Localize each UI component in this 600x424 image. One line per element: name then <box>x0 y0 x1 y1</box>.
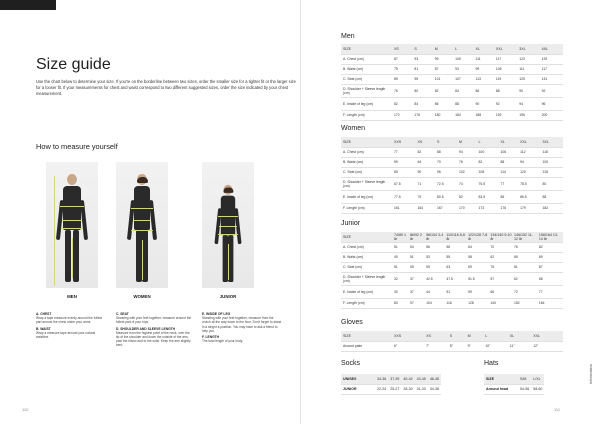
table-cell: 192 <box>495 110 518 120</box>
table-cell: 128 <box>467 298 489 308</box>
table-row <box>341 190 563 203</box>
table-cell: 43-45 <box>415 374 428 384</box>
table-cell: 62 <box>489 252 513 262</box>
table-cell: 80 <box>393 298 409 308</box>
table-cell: 88 <box>495 84 518 97</box>
table-cell: 113 <box>475 74 495 84</box>
row-label: D. Shoulder + Sleeve length (cm) <box>341 84 393 97</box>
note-text: Wrap a measure tape around your natural waistline. <box>36 330 96 340</box>
table-cell: 117 <box>495 54 518 64</box>
table-cell: 77 <box>393 147 416 157</box>
table-row <box>341 167 563 177</box>
table-cell: 87 <box>538 262 563 272</box>
table-row <box>341 97 563 110</box>
page-title: Size guide <box>36 56 111 73</box>
table-cell: 111 <box>475 54 495 64</box>
note-text: Wrap a tape measure evenly around the fullest part around the chest under your arms. <box>36 316 103 325</box>
table-cell: 176 <box>413 110 433 120</box>
table-cell: 99 <box>475 64 495 74</box>
header-cell: 3XL <box>518 44 540 54</box>
table-cell: 80 <box>413 84 433 97</box>
row-label: E. Inside of leg (cm) <box>341 190 393 203</box>
header-cell: S <box>413 44 433 54</box>
header-cell: XXS <box>393 137 416 147</box>
table-cell: 54 <box>409 242 425 252</box>
table-cell: 90 <box>518 84 540 97</box>
table-cell: 70 <box>436 157 458 167</box>
row-label: E. Inside of leg (cm) <box>341 285 393 298</box>
table-cell: 92 <box>541 84 563 97</box>
table-cell: 117 <box>541 64 563 74</box>
table-row <box>341 285 563 298</box>
table-cell: 81 <box>413 64 433 74</box>
row-label: C. Seat (cm) <box>341 167 393 177</box>
table-row <box>341 384 441 394</box>
table-cell: 75 <box>489 262 513 272</box>
row-label: E. Inside of leg (cm) <box>341 97 393 110</box>
table-cell: 37 <box>409 272 425 285</box>
table-row <box>341 341 563 351</box>
table-cell: 28-30 <box>401 384 414 394</box>
table-cell: 44 <box>425 285 445 298</box>
table-cell: 86 <box>434 97 454 110</box>
table-cell: 32 <box>393 272 409 285</box>
table-cell: 164 <box>416 203 436 213</box>
table-cell: 55 <box>409 262 425 272</box>
row-label: C. Seat (cm) <box>341 262 393 272</box>
row-label: Around head <box>484 384 518 394</box>
header-cell: XXL <box>519 137 541 147</box>
hats-heading: Hats <box>484 360 499 367</box>
table-cell: 100 <box>478 147 500 157</box>
table-header-row <box>341 44 563 54</box>
table-cell: 74 <box>458 177 478 190</box>
table-cell: 58 <box>445 242 467 252</box>
table-cell: 125 <box>518 74 540 84</box>
breadcrumb-section: Information <box>5 10 25 14</box>
table-cell: 79 <box>416 190 436 203</box>
table-cell: 81 <box>513 262 538 272</box>
side-tab-label: Information <box>588 363 593 384</box>
table-cell: 173 <box>478 203 500 213</box>
table-cell: 55 <box>445 252 467 262</box>
table-row <box>341 157 563 167</box>
header-cell: S/M <box>518 374 531 384</box>
table-cell: 108 <box>478 167 500 177</box>
table-cell: 102 <box>458 167 478 177</box>
row-label: Around palm <box>341 341 393 351</box>
men-heading: Men <box>341 33 355 40</box>
table-cell: 54-56 <box>518 384 531 394</box>
table-cell: 86 <box>475 84 495 97</box>
table-cell: 172 <box>393 110 413 120</box>
header-cell: S <box>449 331 467 341</box>
table-cell: 37-39 <box>388 374 401 384</box>
table-row <box>341 74 563 84</box>
table-cell: 83.5 <box>478 190 500 203</box>
table-cell: 140 <box>489 298 513 308</box>
table-cell: 95 <box>413 74 433 84</box>
header-cell: 146/152 11-12 år <box>513 232 538 242</box>
header-cell: L <box>454 44 474 54</box>
table-row <box>341 272 563 285</box>
table-cell: 120 <box>519 167 541 177</box>
table-cell: 119 <box>495 74 518 84</box>
header-cell: M <box>467 331 485 341</box>
table-cell: 116 <box>445 298 467 308</box>
table-cell: 96 <box>541 97 563 110</box>
table-cell: 87 <box>393 54 413 64</box>
table-cell: 64 <box>416 157 436 167</box>
table-row <box>341 110 563 120</box>
table-row <box>341 242 563 252</box>
men-measure-photo <box>46 162 98 288</box>
table-row <box>341 203 563 213</box>
table-cell: 11" <box>509 341 533 351</box>
table-cell: 111 <box>518 64 540 74</box>
table-cell: 107 <box>454 74 474 84</box>
header-cell: 158/164 13-14 år <box>538 232 563 242</box>
table-row <box>341 298 563 308</box>
table-cell: 188 <box>475 110 495 120</box>
table-cell: 69 <box>467 262 489 272</box>
table-cell: 88 <box>454 97 474 110</box>
table-cell: 118 <box>542 147 564 157</box>
table-cell: 68 <box>538 272 563 285</box>
table-cell: 131 <box>541 74 563 84</box>
table-cell: 34-36 <box>375 374 388 384</box>
header-cell: SIZE <box>341 44 393 54</box>
table-cell: 100 <box>542 157 564 167</box>
table-cell: 10" <box>484 341 508 351</box>
table-cell: 87 <box>434 64 454 74</box>
header-cell: M <box>434 44 454 54</box>
header-cell: XXS <box>393 331 425 341</box>
table-row <box>341 374 441 384</box>
table-cell: 80 <box>542 177 564 190</box>
row-label: B. Waist (cm) <box>341 157 393 167</box>
table-header-row <box>341 331 563 341</box>
header-cell: 110/116 5-6 år <box>445 232 467 242</box>
header-cell: S <box>436 137 458 147</box>
table-cell: 152 <box>513 298 538 308</box>
women-size-table <box>341 137 563 214</box>
socks-heading: Socks <box>341 360 361 367</box>
header-cell: XS <box>393 44 413 54</box>
table-cell: 40-42 <box>401 374 414 384</box>
hats-size-table <box>484 374 544 395</box>
table-row <box>341 84 563 97</box>
table-cell: 104 <box>425 298 445 308</box>
table-cell: 76 <box>393 84 413 97</box>
table-cell: 59 <box>425 262 445 272</box>
table-cell: 179 <box>519 203 541 213</box>
table-cell: 84 <box>413 97 433 110</box>
row-label: JUNIOR <box>341 384 375 394</box>
header-cell: SIZE <box>341 137 393 147</box>
table-cell: 77 <box>500 177 520 190</box>
header-cell: 122/128 7-8 år <box>467 232 489 242</box>
how-to-heading: How to measure yourself <box>36 142 118 151</box>
table-cell: 96 <box>436 167 458 177</box>
note-heading: D. SHOULDER AND SLEEVE LENGTH <box>116 326 176 331</box>
row-label: B. Waist (cm) <box>341 252 393 262</box>
table-row <box>341 54 563 64</box>
row-label: A. Chest (cm) <box>341 242 393 252</box>
caption-men: MEN <box>67 294 77 299</box>
table-cell: 42.5 <box>425 272 445 285</box>
table-cell: 76 <box>458 157 478 167</box>
table-cell: 180 <box>434 110 454 120</box>
table-cell: 78.5 <box>519 177 541 190</box>
table-row <box>484 384 544 394</box>
note-text: The total length of your body. <box>202 339 244 344</box>
table-cell: 56 <box>425 242 445 252</box>
table-cell: 62 <box>513 272 538 285</box>
table-cell: 30 <box>393 285 409 298</box>
table-cell: 72.5 <box>436 177 458 190</box>
notes-col-2 <box>116 310 192 348</box>
table-cell: 88 <box>542 190 564 203</box>
table-cell: 7" <box>425 341 449 351</box>
socks-size-table <box>341 374 441 395</box>
table-cell: 88 <box>500 157 520 167</box>
header-cell: XL <box>509 331 533 341</box>
note-text: Standing with your feet together, measure around the fullest part of your hips. <box>116 316 192 325</box>
table-cell: 82 <box>478 157 500 167</box>
row-label: F. Length (cm) <box>341 203 393 213</box>
table-cell: 90 <box>416 167 436 177</box>
table-cell: 25-27 <box>388 384 401 394</box>
breadcrumb <box>0 0 56 14</box>
junior-measure-photo <box>202 162 254 288</box>
table-cell: 77 <box>538 285 563 298</box>
header-cell: XS <box>416 137 436 147</box>
table-cell: 58-60 <box>531 384 544 394</box>
caption-junior: JUNIOR <box>219 294 237 299</box>
table-cell: 167 <box>436 203 458 213</box>
table-cell: 85 <box>393 167 416 177</box>
table-cell: 64 <box>467 242 489 252</box>
header-cell: 3XL <box>542 137 564 147</box>
table-cell: 51 <box>409 252 425 262</box>
women-measure-photo <box>116 162 168 288</box>
header-cell: SIZE <box>341 331 393 341</box>
note-text: Standing with your feet together, measure from the crotch all the way down to the floor. Don't forget to stand in a stright a position. You may have to ask a friend to help you. <box>202 316 282 333</box>
row-label: C. Seat (cm) <box>341 74 393 84</box>
table-cell: 170 <box>458 203 478 213</box>
table-header-row <box>341 137 563 147</box>
table-cell: 34-36 <box>428 384 441 394</box>
table-cell: 71 <box>416 177 436 190</box>
page-divider <box>300 0 301 424</box>
table-cell: 37 <box>409 285 425 298</box>
row-label: B. Waist (cm) <box>341 64 393 74</box>
women-heading: Women <box>341 125 365 132</box>
table-header-row <box>484 374 544 384</box>
table-cell: 31-33 <box>415 384 428 394</box>
notes-col-1 <box>36 310 104 339</box>
header-cell: 134/140 9-10 år <box>490 232 512 241</box>
table-cell: 8" <box>449 341 467 351</box>
header-cell: 86/92 2 år <box>409 232 425 242</box>
row-label: UNISEX <box>341 374 375 384</box>
table-cell: 93 <box>413 54 433 64</box>
table-row <box>341 64 563 74</box>
table-cell: 129 <box>541 54 563 64</box>
table-cell: 67.5 <box>393 177 416 190</box>
table-row <box>341 177 563 190</box>
table-cell: 112 <box>519 147 541 157</box>
note-text: Measure from the highest point of the neck, over the tip of the shoulder and down the outside of the arm, past the elbow and to the wrist. Keep the arm slightly bent. <box>116 330 191 348</box>
table-cell: 59 <box>393 157 416 167</box>
header-cell: L <box>484 331 508 341</box>
table-cell: 97 <box>409 298 425 308</box>
table-cell: 105 <box>454 54 474 64</box>
table-cell: 196 <box>518 110 540 120</box>
table-cell: 89 <box>393 74 413 84</box>
note-heading: A. CHEST <box>36 312 52 316</box>
table-cell: 49 <box>393 252 409 262</box>
gloves-heading: Gloves <box>341 319 363 326</box>
note-heading: B. WAIST <box>36 326 51 331</box>
row-label: D. Shoulder + Sleeve length (cm) <box>341 272 393 285</box>
table-cell: 85 <box>500 190 520 203</box>
table-cell: 51 <box>393 242 409 252</box>
table-cell: 82 <box>458 190 478 203</box>
table-cell: 9" <box>467 341 485 351</box>
page-number-right: 111 <box>554 407 561 412</box>
table-cell: 82 <box>393 97 413 110</box>
header-cell: XL <box>475 44 495 54</box>
table-cell: 70 <box>489 242 513 252</box>
table-cell: 51 <box>445 285 467 298</box>
table-cell: 51 <box>393 262 409 272</box>
table-cell: 58 <box>467 252 489 262</box>
table-cell: 176 <box>500 203 520 213</box>
row-label: F. Length (cm) <box>341 110 393 120</box>
table-cell: 82 <box>434 84 454 97</box>
table-cell: 99 <box>434 54 454 64</box>
junior-heading: Junior <box>341 220 361 227</box>
junior-size-table <box>341 232 563 309</box>
table-cell: 184 <box>454 110 474 120</box>
header-cell: 98/104 3-4 år <box>425 232 445 242</box>
table-cell: 69 <box>538 252 563 262</box>
row-label: F. Length (cm) <box>341 298 393 308</box>
header-cell: SIZE <box>484 374 518 384</box>
table-cell: 94 <box>519 157 541 167</box>
table-cell: 92 <box>495 97 518 110</box>
header-cell: XXL <box>532 331 563 341</box>
table-cell: 106 <box>500 147 520 157</box>
men-size-table <box>341 44 563 121</box>
table-cell: 76 <box>513 242 538 252</box>
table-cell: 123 <box>518 54 540 64</box>
header-cell: 4XL <box>541 44 563 54</box>
intro-text: Use the chart below to determine your size. If you're on the borderline between two sizes, order the smaller size for a tighter fit or the larger size for a looser fit. If your measurements for chest and waist correspond to two different suggested sizes, order the size indicated by your chest measurement. <box>36 79 296 97</box>
table-cell: 84 <box>454 84 474 97</box>
table-cell: 51.5 <box>467 272 489 285</box>
table-row <box>341 252 563 262</box>
note-heading: F. LENGTH <box>202 335 220 340</box>
table-cell: 90 <box>475 97 495 110</box>
header-cell: L/XL <box>531 374 544 384</box>
table-cell: 57 <box>489 272 513 285</box>
table-cell: 66 <box>489 285 513 298</box>
table-cell: 75 <box>393 64 413 74</box>
header-cell: M <box>458 137 478 147</box>
table-cell: 80.5 <box>436 190 458 203</box>
header-cell: L <box>478 137 500 147</box>
table-row <box>341 262 563 272</box>
table-cell: 101 <box>434 74 454 84</box>
table-cell: 114 <box>500 167 520 177</box>
table-cell: 94 <box>458 147 478 157</box>
table-cell: 6" <box>393 341 425 351</box>
header-cell: XL <box>500 137 520 147</box>
table-cell: 200 <box>541 110 563 120</box>
caption-women: WOMEN <box>133 294 151 299</box>
note-heading: C. SEAT <box>116 312 129 316</box>
table-cell: 86.5 <box>519 190 541 203</box>
header-cell: 74/80 1 år <box>393 232 409 242</box>
table-cell: 63 <box>445 262 467 272</box>
gloves-size-table <box>341 331 563 352</box>
row-label: A. Chest (cm) <box>341 147 393 157</box>
table-cell: 72 <box>513 285 538 298</box>
table-cell: 77.5 <box>393 190 416 203</box>
table-cell: 47.5 <box>445 272 467 285</box>
table-cell: 46-48 <box>428 374 441 384</box>
row-label: A. Chest (cm) <box>341 54 393 64</box>
table-cell: 82 <box>416 147 436 157</box>
breadcrumb-sub: | SIZE GUIDE <box>25 10 54 14</box>
page-number-left: 110 <box>22 407 29 412</box>
header-cell: SIZE <box>341 232 393 242</box>
table-cell: 126 <box>542 167 564 177</box>
table-cell: 82 <box>538 242 563 252</box>
table-cell: 105 <box>495 64 518 74</box>
table-header-row <box>341 232 563 242</box>
table-cell: 161 <box>393 203 416 213</box>
table-cell: 75.5 <box>478 177 500 190</box>
table-cell: 12" <box>532 341 563 351</box>
note-heading: E. INSIDE OF LEG <box>202 312 231 316</box>
table-cell: 88 <box>436 147 458 157</box>
table-row <box>341 147 563 157</box>
table-cell: 182 <box>542 203 564 213</box>
header-cell: XXL <box>495 44 518 54</box>
row-label: D. Shoulder + Sleeve length (cm) <box>341 177 393 190</box>
table-cell: 22-24 <box>375 384 388 394</box>
table-cell: 164 <box>538 298 563 308</box>
table-cell: 53 <box>425 252 445 262</box>
notes-col-3 <box>202 310 282 343</box>
table-cell: 94 <box>518 97 540 110</box>
table-cell: 65 <box>513 252 538 262</box>
table-cell: 59 <box>467 285 489 298</box>
header-cell: XS <box>425 331 449 341</box>
table-cell: 93 <box>454 64 474 74</box>
